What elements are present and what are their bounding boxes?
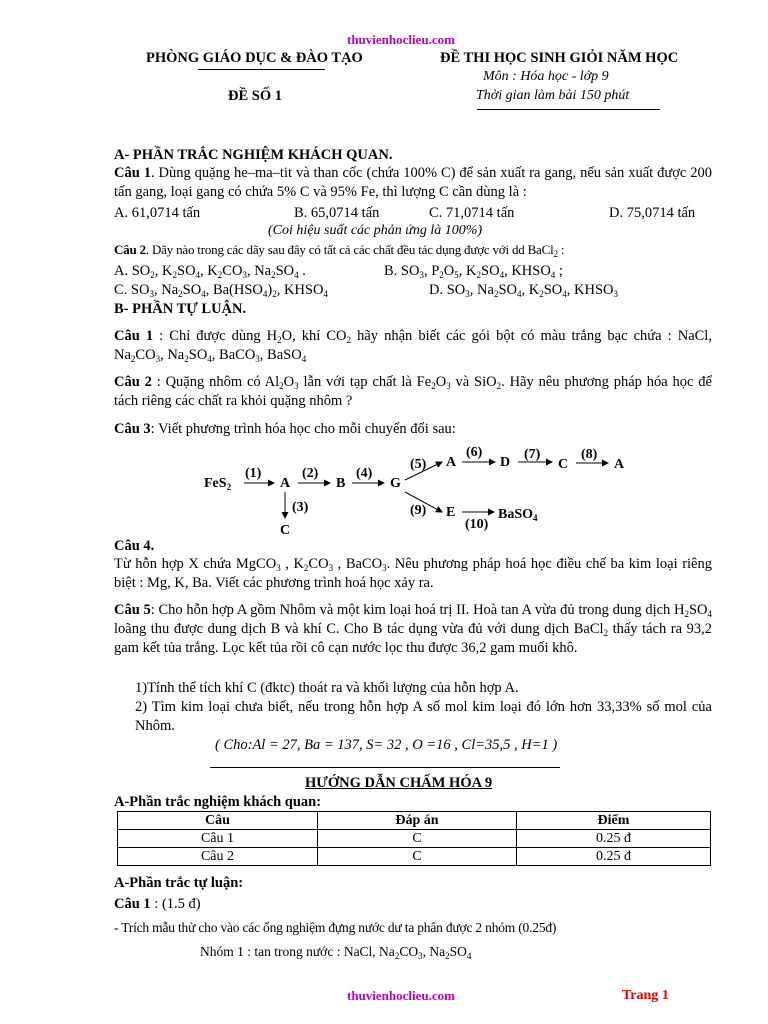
essay-question-2: Câu 2 : Quặng nhôm có $Al_2O_3$ lẫn với tạp chất là $Fe_2O_3$ và SiO$_2$. Hãy nêu phương pháp hóa học để tách riêng các chất ra khỏi quặng nhôm ? (114, 374, 712, 409)
step-1: (1) (245, 466, 262, 481)
row-1-points: 0.25 đ (517, 830, 711, 848)
node-e: E (446, 505, 456, 520)
step-6: (6) (466, 445, 483, 460)
site-header-link[interactable]: thuvienhoclieu.com (347, 32, 455, 47)
row-2-points: 0.25 đ (517, 848, 711, 866)
node-a3: A (614, 457, 625, 472)
node-g: G (390, 476, 401, 491)
step-7: (7) (524, 447, 541, 462)
page-number: 1 (661, 988, 669, 1003)
step-8: (8) (581, 447, 598, 462)
mc-q2-option-c: C. $SO_3$, $Na_2SO_4$, $Ba(HSO_4)_2$, $KHSO_4$ (114, 282, 328, 299)
node-a2: A (446, 455, 457, 470)
essay-q1-text: : Chỉ được dùng H (153, 328, 278, 344)
essay-question-4: Từ hỗn hợp X chứa MgCO$_3$ , $K_2CO_3$ , BaCO$_3$. Nêu phương pháp hoá học điều chế ba kim loại riêng biệt : Mg, K, Ba. Viết các phương trình hoá học xảy ra. (114, 556, 712, 591)
essay-question-5: Câu 5: Cho hỗn hợp A gồm Nhôm và một kim loại hoá trị II. Hoà tan A vừa đủ trong dung dịch $H_2SO_4$ loãng thu được dung dịch B và khí C. Cho B tác dụng vừa đủ với dung dịch BaCl$_2$ thấy tách ra 93,2 gam kết tủa trắng. Lọc kết tủa rồi cô cạn nước lọc thu được 36,2 gam muối khô. (114, 602, 712, 656)
mc-q1-label: Câu 1 (114, 165, 151, 181)
mc-q1-text: . Dùng quặng he–ma–tit và than cốc (chứa 100% C) để sản xuất ra gang, nếu sản xuất được 200 tấn gang, loại gang có chứa 5% C và 95% Fe, thì lượng C cần dùng là : (114, 165, 712, 200)
exam-time: Thời gian làm bài 150 phút (476, 88, 630, 103)
essay-q4-text: Từ hỗn hợp X chứa MgCO (114, 556, 277, 572)
answer-key-essay-q1-points: : (1.5 đ) (150, 896, 201, 912)
step-10: (10) (465, 517, 489, 532)
essay-question-3 (114, 420, 456, 438)
essay-q2-text: : Quặng nhôm có Al (151, 374, 280, 390)
essay-q5-sub1: 1)Tính thể tích khí C (đktc) thoát ra và khối lượng của hỗn hợp A. (135, 680, 519, 696)
mc-q2-label: Câu 2 (114, 242, 146, 257)
mc-q1-note: (Coi hiệu suất các phản ứng là 100%) (268, 223, 483, 238)
node-b: B (336, 476, 346, 491)
step-3: (3) (292, 500, 309, 515)
answer-key-mc-heading: A-Phần trắc nghiệm khách quan: (114, 794, 322, 810)
essay-q2-label: Câu 2 (114, 374, 152, 390)
answer-key-group-1-text: Nhóm 1 : tan trong nước : NaCl, Na (200, 944, 395, 959)
answer-key-essay-q1-label: Câu 1 (114, 896, 151, 912)
answer-key-table (117, 811, 711, 866)
mc-q2-text-end: : (557, 242, 565, 257)
reaction-scheme (190, 440, 650, 545)
node-c2: C (280, 523, 291, 538)
essay-question-1: Câu 1 : Chỉ được dùng $H_2O$, khí $CO_2$ hãy nhận biết các gói bột có màu trắng bạc chứa : NaCl, $Na_2CO_3$, $Na_2SO_4$, BaCO$_3$, BaSO$_4$ (114, 328, 712, 364)
answer-key-essay-q1 (114, 895, 201, 913)
answer-key-step-1: - Trích mẫu thử cho vào các ống nghiệm đựng nước dư ta phân được 2 nhóm (0.25đ) (114, 920, 557, 935)
department-title: PHÒNG GIÁO DỤC & ĐÀO TẠO (146, 50, 363, 66)
page-word: Trang (622, 988, 659, 1003)
atomic-masses: ( Cho:Al = 27, Ba = 137, S= 32 , O =16 , Cl=35,5 , H=1 ) (215, 737, 558, 753)
page-indicator (622, 987, 669, 1005)
row-1-question: Câu 1 (118, 830, 318, 848)
mc-q2-option-d: D. $SO_3$, $Na_2SO_4$, $K_2SO_4$, $KHSO_3$ (429, 282, 618, 299)
answer-key-essay-heading: A-Phần trắc tự luận: (114, 875, 244, 891)
row-2-question: Câu 2 (118, 848, 318, 866)
mc-q2-text: . Dãy nào trong các dãy sau đây có tất cả các chất đều tác dụng được với dd BaCl (145, 242, 554, 257)
mc-q2-option-b: B. $SO_3$, $P_2O_5$, $K_2SO_4$, $KHSO_4$ ; (384, 263, 563, 280)
department-underline (198, 69, 325, 70)
row-2-answer: C (318, 848, 517, 866)
mc-question-2 (114, 241, 564, 259)
table-row (118, 830, 711, 848)
column-header-question: Câu (118, 812, 318, 830)
mc-q2-text-sub: 2 (553, 249, 558, 259)
section-divider (210, 767, 560, 768)
answer-key-title: HƯỚNG DẪN CHẤM HÓA 9 (305, 775, 493, 791)
step-4: (4) (356, 466, 373, 481)
answer-key-group-1: Nhóm 1 : tan trong nước : NaCl, $Na_2CO_3$, $Na_2SO_4$ (200, 944, 472, 961)
row-1-answer: C (318, 830, 517, 848)
column-header-points: Điểm (517, 812, 711, 830)
part-a-heading: A- PHẦN TRẮC NGHIỆM KHÁCH QUAN. (114, 147, 393, 163)
essay-q3-label: Câu 3 (114, 421, 151, 437)
part-b-heading: B- PHẦN TỰ LUẬN. (114, 301, 247, 317)
column-header-answer: Đáp án (318, 812, 517, 830)
essay-q5-label: Câu 5 (114, 602, 151, 618)
mc-q1-option-a: A. 61,0714 tấn (114, 205, 201, 221)
exam-title: ĐỀ THI HỌC SINH GIỎI NĂM HỌC (440, 50, 679, 66)
essay-q4-label: Câu 4. (114, 538, 155, 554)
mc-q1-option-d: D. 75,0714 tấn (609, 205, 696, 221)
step-9: (9) (410, 503, 427, 518)
mc-q1-option-b: B. 65,0714 tấn (294, 205, 380, 221)
node-baso4: BaSO$_4$ (498, 507, 538, 523)
node-d: D (500, 455, 511, 470)
node-fes2: FeS$_2$ (204, 476, 232, 492)
table-row (118, 848, 711, 866)
node-a1: A (280, 476, 291, 491)
mc-q2-option-a: A. $SO_2$, $K_2SO_4$, $K_2CO_3$, $Na_2SO_4$ . (114, 263, 306, 280)
mc-q1-option-c: C. 71,0714 tấn (429, 205, 515, 221)
essay-q1-label: Câu 1 (114, 328, 154, 344)
table-header-row (118, 812, 711, 830)
site-footer-link[interactable]: thuvienhoclieu.com (347, 988, 455, 1003)
exam-title-underline (477, 109, 660, 110)
essay-q3-text: : Viết phương trình hóa học cho mỗi chuyển đổi sau: (150, 421, 456, 437)
exam-subject: Môn : Hóa học - lớp 9 (483, 69, 609, 84)
essay-q5-sub2: 2) Tìm kim loại chưa biết, nếu trong hỗn hợp A số mol kim loại đó lớn hơn 33,33% số mol của Nhôm. (135, 699, 712, 734)
essay-q5-text: : Cho hỗn hợp A gồm Nhôm và một kim loại hoá trị II. Hoà tan A vừa đủ trong dung dịch H (150, 602, 685, 618)
step-2: (2) (302, 466, 319, 481)
node-c1: C (558, 457, 569, 472)
mc-question-1 (114, 164, 712, 202)
step-5: (5) (410, 457, 427, 472)
exam-number: ĐỀ SỐ 1 (228, 88, 282, 104)
